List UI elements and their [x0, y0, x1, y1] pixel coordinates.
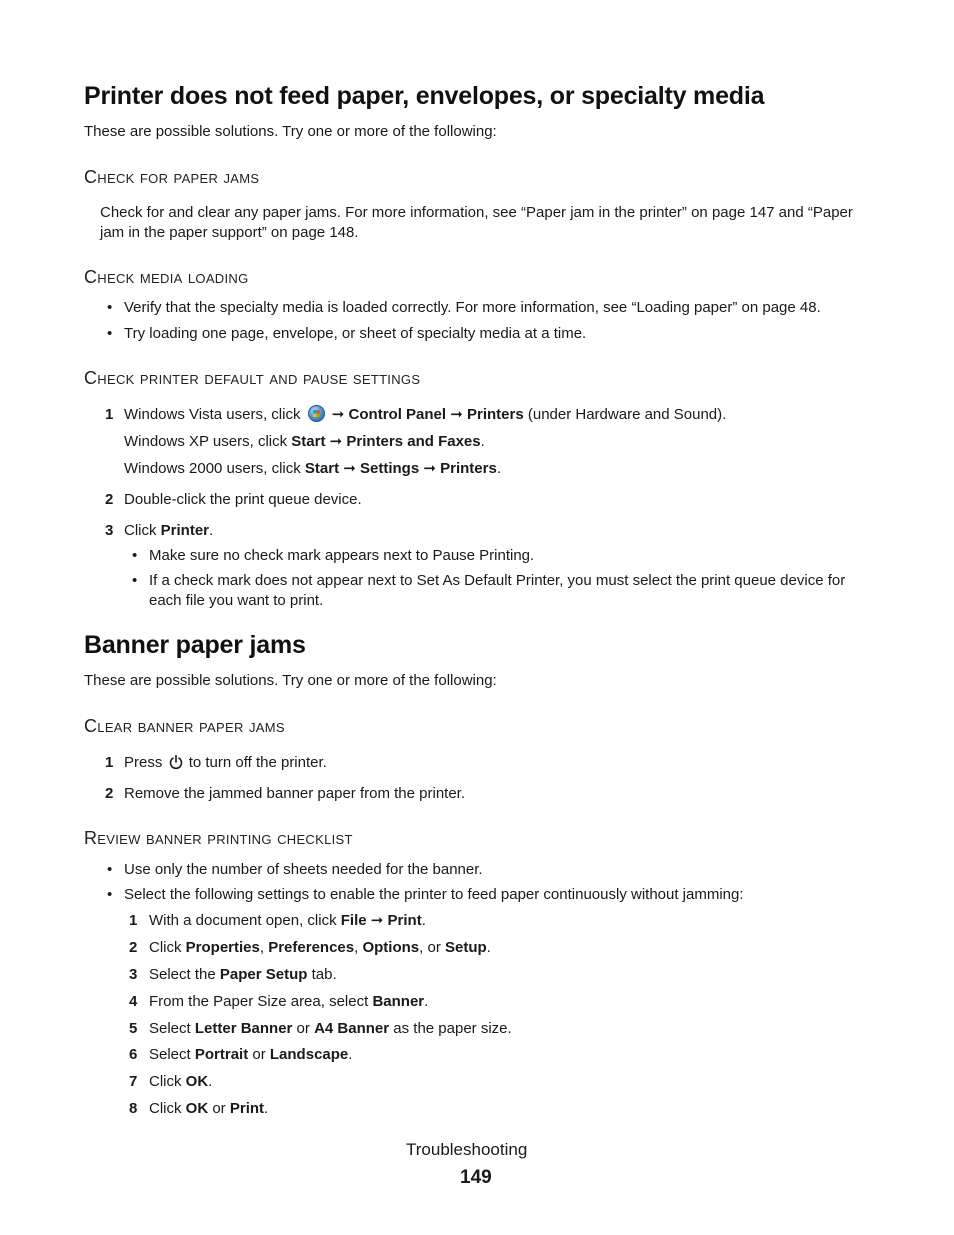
step-vista	[124, 405, 726, 425]
arrow-icon: ➞	[329, 433, 343, 450]
subheading-check-paper-jams: Check for paper jams	[84, 167, 260, 187]
step-click-printer	[124, 521, 213, 541]
step-number: 3	[129, 966, 138, 983]
step-text: .	[348, 1046, 353, 1063]
step-text: Select	[149, 1046, 195, 1063]
list-item: • Make sure no check mark appears next to Pause Printing.	[149, 546, 534, 566]
page-number: 149	[460, 1167, 492, 1188]
step-text: Click	[149, 1073, 186, 1090]
checklist-step	[149, 992, 428, 1012]
subheading-review-checklist: Review banner printing checklist	[84, 828, 353, 848]
section-title: Printer does not feed paper, envelopes, or specialty media	[84, 82, 765, 110]
checklist-step	[149, 965, 337, 985]
bold-term: Printers	[440, 460, 497, 477]
bold-term: Banner	[372, 993, 425, 1010]
step-text: ,	[259, 939, 269, 956]
bold-term: File	[340, 912, 367, 929]
bold-term: Start	[304, 460, 340, 477]
step-text: to turn off the printer.	[188, 754, 327, 771]
step-number: 2	[105, 785, 114, 802]
checklist-step	[149, 1019, 512, 1039]
step-text: Press	[124, 754, 163, 771]
checklist-step	[149, 911, 426, 931]
bold-term: Portrait	[194, 1046, 249, 1063]
list-item: • If a check mark does not appear next to Set As Default Printer, you must select the print queue device for each file you want to print.	[149, 571, 879, 611]
list-item: • Verify that the specialty media is loaded correctly. For more information, see “Loading paper” on page 48.	[124, 298, 821, 318]
power-icon	[169, 754, 183, 770]
bold-term: Paper Setup	[219, 966, 308, 983]
step-number: 6	[129, 1046, 138, 1063]
step-text: .	[486, 939, 491, 956]
bold-term: Printer	[160, 522, 210, 539]
step-text: From the Paper Size area, select	[149, 993, 373, 1010]
footer-section-label: Troubleshooting	[406, 1140, 528, 1159]
step-text: .	[424, 993, 429, 1010]
bold-term: Letter Banner	[194, 1020, 293, 1037]
bold-term: Preferences	[268, 939, 355, 956]
arrow-icon: ➞	[331, 406, 345, 423]
subheading-check-printer-settings: Check printer default and pause settings	[84, 368, 421, 388]
step-text: (under Hardware and Sound).	[527, 406, 727, 423]
bold-term: A4 Banner	[314, 1020, 390, 1037]
bold-term: OK	[185, 1073, 209, 1090]
bold-term: Start	[291, 433, 326, 450]
step-number: 4	[129, 993, 138, 1010]
step-number: 8	[129, 1100, 138, 1117]
paragraph: Check for and clear any paper jams. For more information, see “Paper jam in the printer” on page 147 and “Paper jam in the paper support” on page 148.	[100, 204, 853, 241]
step-text: tab.	[307, 966, 337, 983]
list-item: • Use only the number of sheets needed for the banner.	[124, 860, 483, 880]
step-text: as the paper size.	[389, 1020, 512, 1037]
bold-term: Settings	[360, 460, 420, 477]
step-number: 7	[129, 1073, 138, 1090]
checklist-step	[149, 938, 491, 958]
bold-term: OK	[185, 1100, 209, 1117]
section-intro: These are possible solutions. Try one or more of the following:	[84, 672, 497, 689]
bold-term: Setup	[444, 939, 487, 956]
step-xp	[124, 432, 485, 452]
checklist-step	[149, 1072, 212, 1092]
bold-term: Control Panel	[348, 406, 447, 423]
arrow-icon: ➞	[370, 912, 384, 929]
step-text: , or	[419, 939, 445, 956]
checklist-step	[149, 1045, 352, 1065]
checklist-step	[149, 1099, 268, 1119]
list-item: • Try loading one page, envelope, or sheet of specialty media at a time.	[124, 324, 586, 344]
step-number: 2	[105, 491, 114, 508]
step-text: With a document open, click	[149, 912, 341, 929]
step-number: 1	[105, 406, 114, 423]
step-text: .	[496, 460, 501, 477]
list-item: • Select the following settings to enable the printer to feed paper continuously without jamming:	[124, 885, 744, 905]
step-text: Select the	[149, 966, 220, 983]
step-text: Windows XP users, click	[124, 433, 288, 450]
step-text: Windows Vista users, click	[124, 406, 301, 423]
step-text: Remove the jammed banner paper from the printer.	[124, 785, 466, 802]
step-text: ,	[354, 939, 363, 956]
step-number: 1	[129, 912, 138, 929]
bold-term: Printers	[466, 406, 524, 423]
step-number: 5	[129, 1020, 138, 1037]
arrow-icon: ➞	[423, 460, 436, 477]
step-text: .	[264, 1100, 269, 1117]
step-text: or	[248, 1046, 270, 1063]
step-text: .	[480, 433, 485, 450]
step-number: 1	[105, 754, 114, 771]
step-number: 2	[129, 939, 138, 956]
subheading-clear-banner-jams: Clear banner paper jams	[84, 716, 285, 736]
section-intro: These are possible solutions. Try one or more of the following:	[84, 123, 497, 140]
subheading-check-media-loading: Check media loading	[84, 267, 249, 287]
step-text: Click	[149, 1100, 186, 1117]
step-2000	[124, 459, 501, 479]
arrow-icon: ➞	[343, 460, 356, 477]
step-text: .	[208, 1073, 213, 1090]
step-text: or	[292, 1020, 315, 1037]
bold-term: Printers and Faxes	[346, 433, 481, 450]
arrow-icon: ➞	[450, 406, 463, 423]
bold-term: Landscape	[269, 1046, 349, 1063]
step-text: Click	[149, 939, 186, 956]
bold-term: Properties	[185, 939, 260, 956]
bold-term: Print	[229, 1100, 265, 1117]
section-title: Banner paper jams	[84, 631, 306, 659]
step-text: or	[208, 1100, 230, 1117]
windows-start-icon	[308, 405, 325, 422]
step-press-power	[124, 753, 327, 773]
bold-term: Options	[362, 939, 420, 956]
step-text: Double-click the print queue device.	[124, 491, 362, 508]
step-text: Select	[149, 1020, 195, 1037]
step-text: Click	[124, 522, 157, 539]
bold-term: Print	[387, 912, 422, 929]
step-text: .	[421, 912, 426, 929]
step-text: .	[209, 522, 214, 539]
step-text: Windows 2000 users, click	[124, 460, 301, 477]
step-number: 3	[105, 522, 114, 539]
